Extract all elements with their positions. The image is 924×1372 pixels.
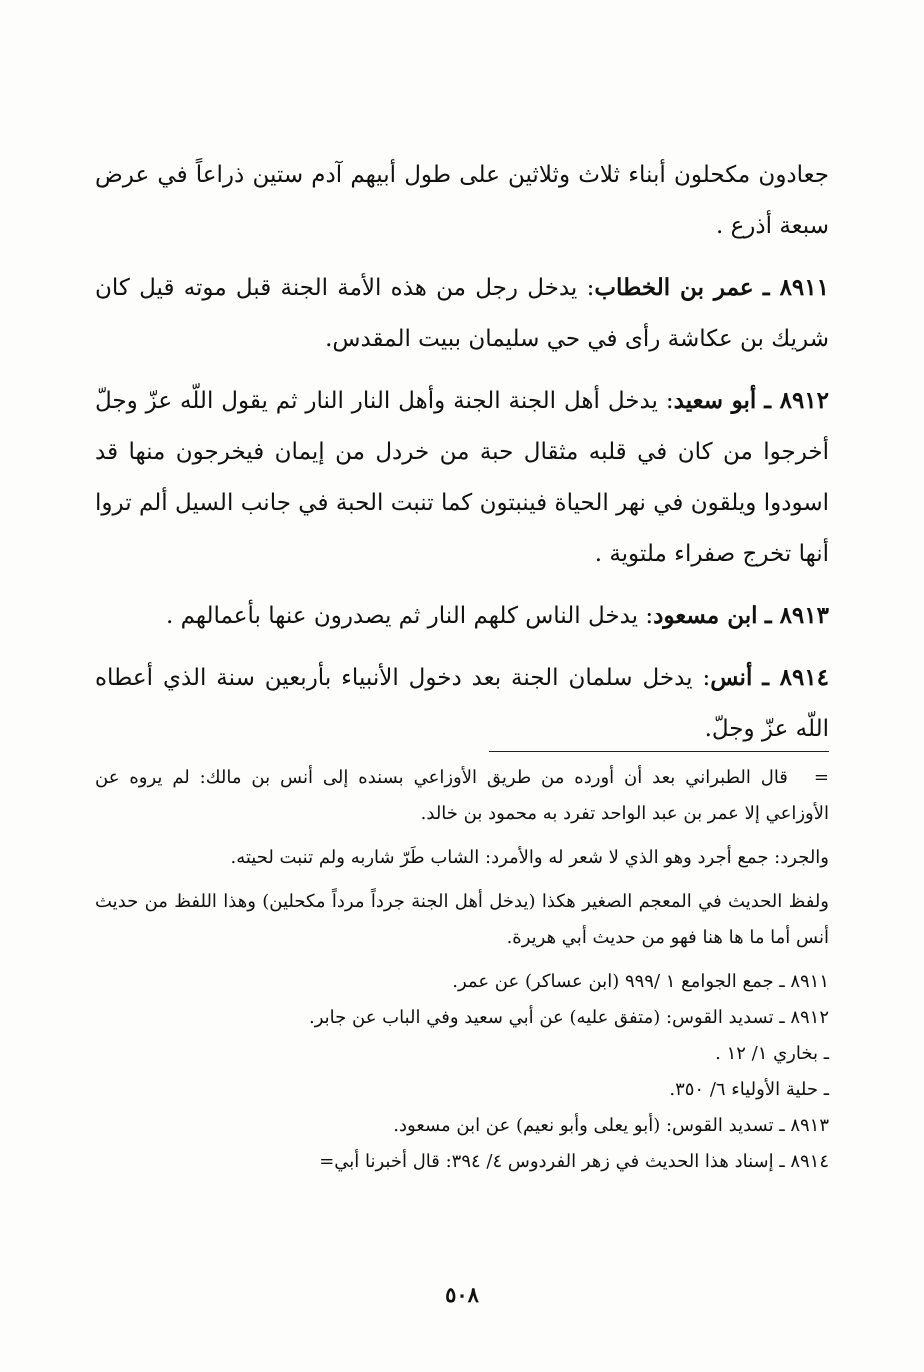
entry-8911 — [95, 262, 829, 365]
entry-narrator: أبو سعيد — [673, 387, 757, 414]
footnote-separator — [489, 751, 829, 752]
footnote-3: ولفظ الحديث في المعجم الصغير هكذا (يدخل أهل الجنة جرداً مرداً مكحلين) وهذا اللفظ من حديث أنس أما ما ها هنا فهو من حديث أبي هريرة. — [95, 891, 830, 948]
reference-line: ٨٩١١ ـ جمع الجوامع ١ /٩٩٩ (ابن عساكر) عن عمر. — [452, 971, 829, 992]
reference-line: ٨٩١٤ ـ إسناد هذا الحديث في زهر الفردوس ٤/ ٣٩٤: قال أخبرنا أبي= — [319, 1151, 829, 1172]
continuation-paragraph: جعادون مكحلون أبناء ثلاث وثلاثين على طول أبيهم آدم ستين ذراعاً في عرض سبعة أذرع . — [95, 162, 829, 239]
entry-number: ٨٩١٤ ـ — [762, 664, 830, 691]
footnote-text: قال الطبراني بعد أن أورده من طريق الأوزاعي بسنده إلى أنس بن مالك: لم يروه عن الأوزاعي إلا عمر بن عبد الواحد تفرد به محمود بن خالد. — [95, 767, 829, 824]
reference-line: ٨٩١٣ ـ تسديد القوس: (أبو يعلى وأبو نعيم) عن ابن مسعود. — [393, 1115, 829, 1136]
entry-8914 — [95, 652, 829, 755]
entry-8912 — [95, 375, 829, 580]
reference-line: ٨٩١٢ ـ تسديد القوس: (متفق عليه) عن أبي سعيد وفي الباب عن جابر. — [309, 1007, 829, 1028]
footnotes — [95, 760, 829, 1180]
entry-text: : يدخل رجل من هذه الأمة الجنة قبل موته قيل كان شريك بن عكاشة رأى في حي سليمان ببيت المقدس. — [95, 275, 829, 352]
entry-text: : يدخل أهل الجنة الجنة وأهل النار النار ثم يقول اللّه عزّ وجلّ أخرجوا من كان في قلبه مثقال حبة من خردل من إيمان فيخرجون منها قد اسودوا ويلقون في نهر الحياة فينبتون كما تنبت الحبة في جانب السيل ألم تروا أنها تخرج صفراء ملتوية . — [95, 388, 829, 567]
entry-number: ٨٩١٢ ـ — [764, 387, 830, 414]
entry-narrator: عمر بن الخطاب — [594, 274, 754, 301]
reference-line: ـ حلية الأولياء ٦/ ٣٥٠. — [669, 1079, 829, 1100]
entry-8913 — [95, 590, 829, 642]
entry-text: : يدخل الناس كلهم النار ثم يصدرون عنها بأعمالهم . — [165, 603, 654, 629]
reference-line: ـ بخاري ١/ ١٢ . — [715, 1043, 829, 1064]
footnote-1 — [95, 760, 829, 832]
entry-narrator: ابن مسعود — [653, 602, 758, 629]
entry-number: ٨٩١٣ ـ — [764, 602, 829, 629]
entry-text: : يدخل سلمان الجنة بعد دخول الأنبياء بأربعين سنة الذي أعطاه اللّه عزّ وجلّ. — [95, 665, 829, 742]
continuation-mark: = — [813, 767, 829, 788]
main-text — [95, 150, 829, 765]
footnote-2: والجرد: جمع أجرد وهو الذي لا شعر له والأمرد: الشاب طَرّ شاربه ولم تنبت لحيته. — [230, 847, 829, 868]
page-number: ٥٠٨ — [445, 1282, 479, 1307]
entry-narrator: أنس — [710, 664, 753, 691]
entry-number: ٨٩١١ ـ — [762, 274, 829, 301]
